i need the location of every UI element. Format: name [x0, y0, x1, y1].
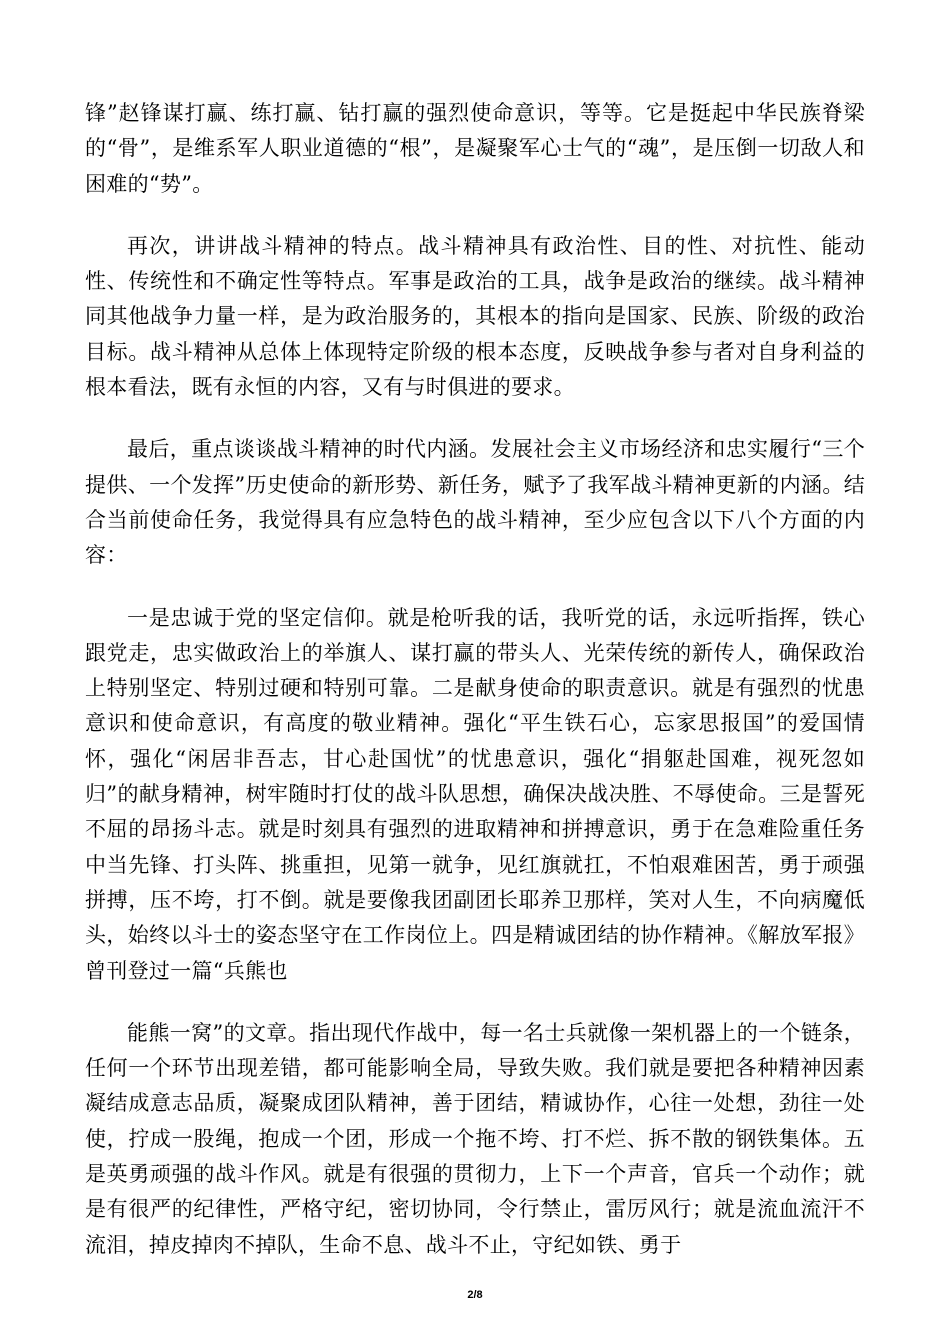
paragraph-1: 锋”赵锋谋打赢、练打赢、钻打赢的强烈使命意识，等等。它是挺起中华民族脊梁的“骨”，是维系军人职业道德的“根”，是凝聚军心士气的“魂”，是压倒一切敌人和困难的“势”。	[85, 101, 865, 196]
paragraph-2: 再次，讲讲战斗精神的特点。战斗精神具有政治性、目的性、对抗性、能动性、传统性和不确定性等特点。军事是政治的工具，战争是政治的继续。战斗精神同其他战争力量一样，是为政治服务的，其根本的指向是国家、民族、阶级的政治目标。战斗精神从总体上体现特定阶级的根本态度，反映战争参与者对自身利益的根本看法，既有永恒的内容，又有与时俱进的要求。	[85, 233, 865, 400]
document-body	[85, 96, 865, 1290]
page-number: 2/8	[467, 1289, 483, 1301]
paragraph-4: 一是忠诚于党的坚定信仰。就是枪听我的话，我听党的话，永远听指挥，铁心跟党走，忠实做政治上的举旗人、谋打赢的带头人、光荣传统的新传人，确保政治上特别坚定、特别过硬和特别可靠。二是献身使命的职责意识。就是有强烈的忧患意识和使命意识，有高度的敬业精神。强化“平生铁石心，忘家思报国”的爱国情怀，强化“闲居非吾志，甘心赴国忧”的忧患意识，强化“捐躯赴国难，视死忽如归”的献身精神，树牢随时打仗的战斗队思想，确保决战决胜、不辱使命。三是誓死不屈的昂扬斗志。就是时刻具有强烈的进取精神和拼搏意识，勇于在急难险重任务中当先锋、打头阵、挑重担，见第一就争，见红旗就扛，不怕艰难困苦，勇于顽强拼搏，压不垮，打不倒。就是要像我团副团长耶养卫那样，笑对人生，不向病魔低头，始终以斗士的姿态坚守在工作岗位上。四是精诚团结的协作精神。《解放军报》曾刊登过一篇“兵熊也	[85, 605, 865, 983]
paragraph-5: 能熊一窝”的文章。指出现代作战中，每一名士兵就像一架机器上的一个链条，任何一个环节出现差错，都可能影响全局，导致失败。我们就是要把各种精神因素凝结成意志品质，凝聚成团队精神，善于团结，精诚协作，心往一处想，劲往一处使，拧成一股绳，抱成一个团，形成一个拖不垮、打不烂、拆不散的钢铁集体。五是英勇顽强的战斗作风。就是有很强的贯彻力，上下一个声音，官兵一个动作；就是有很严的纪律性，严格守纪，密切协同，令行禁止，雷厉风行；就是流血流汗不流泪，掉皮掉肉不掉队，生命不息、战斗不止，守纪如铁、勇于	[85, 1020, 865, 1257]
paragraph-3: 最后，重点谈谈战斗精神的时代内涵。发展社会主义市场经济和忠实履行“三个提供、一个发挥”历史使命的新形势、新任务，赋予了我军战斗精神更新的内涵。结合当前使命任务，我觉得具有应急特色的战斗精神，至少应包含以下八个方面的内容：	[85, 437, 865, 568]
